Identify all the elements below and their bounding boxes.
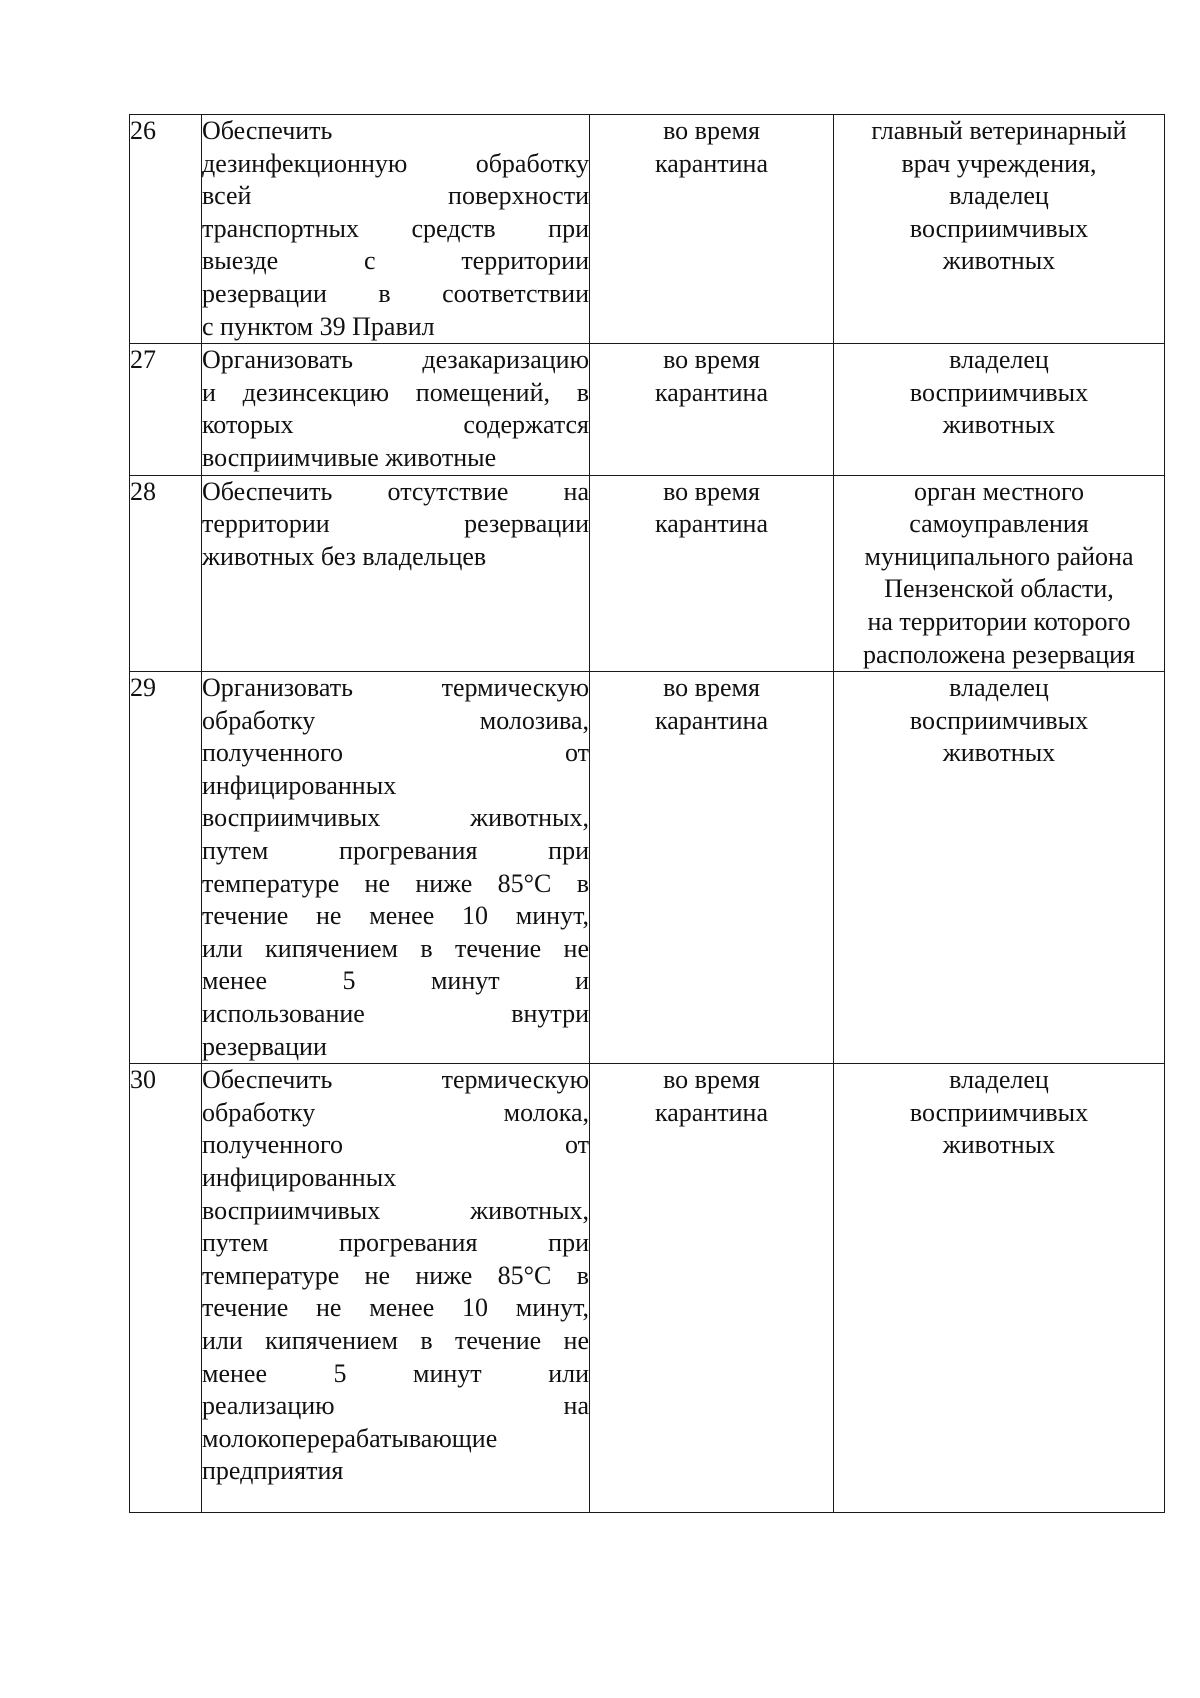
action-text-line: резервации [202,1031,327,1061]
action-text-line: Организовать термическую [202,673,589,703]
action-text-line: обработку молозива, [202,705,589,735]
responsible-cell [834,115,1165,344]
action-cell [202,475,590,672]
table-row [130,1064,1165,1513]
term-text-line: во время [663,476,760,506]
responsible-text-line: главный ветеринарный [871,116,1127,145]
action-cell [202,672,590,1064]
responsible-text-line: орган местного [913,476,1085,506]
table-row [130,344,1165,475]
action-text-line: с пунктом 39 Правил [202,311,435,341]
action-text-line: или кипячением в течение не [202,933,589,963]
action-text-line: инфицированных [202,1163,397,1192]
action-text-line: молокоперерабатывающие [202,1423,498,1453]
responsible-cell [834,475,1165,672]
action-text-line: температуре не ниже 85°С в [202,1260,589,1290]
row-number: 29 [130,673,156,703]
action-cell [202,344,590,475]
term-cell [590,672,834,1064]
responsible-text-line: животных [942,410,1056,440]
term-cell [590,115,834,344]
action-text-line: восприимчивых животных, [202,803,589,833]
table-row [130,475,1165,672]
action-text-line: Организовать дезакаризацию [202,345,589,375]
responsible-text-line: восприимчивых [909,377,1089,407]
row-number: 27 [130,345,156,375]
row-number-cell [130,1064,202,1513]
action-text-line: предприятия [202,1456,344,1486]
responsible-text-line: расположена резервация [862,639,1136,669]
action-text-line: течение не менее 10 минут, [202,1293,589,1323]
action-text-line: менее 5 минут и [202,966,589,996]
action-text-line: полученного от [202,738,589,768]
action-text-line: реализацию на [202,1391,589,1421]
term-text-line: карантина [655,705,768,735]
action-text-line: использование внутри [202,999,589,1029]
action-text-line: и дезинсекцию помещений, в [202,377,589,407]
responsible-text-line: восприимчивых [909,1097,1089,1127]
action-text-line: которых содержатся [202,410,589,440]
responsible-text-line: Пензенской области, [884,574,1114,604]
action-text-line: выезде с территории [202,246,589,276]
action-text-line: Обеспечить отсутствие на [202,476,589,506]
term-cell [590,475,834,672]
responsible-text-line: самоуправления [909,509,1089,539]
term-cell [590,1064,834,1513]
action-text-line: обработку молока, [202,1097,589,1127]
row-number: 30 [130,1065,156,1095]
responsible-text-line: на территории которого [867,606,1131,636]
responsible-text-line: восприимчивых [909,705,1089,735]
measures-table [129,114,1165,1513]
action-text-line: восприимчивых животных, [202,1195,589,1225]
term-text-line: карантина [655,377,768,407]
action-text-line: Обеспечить [202,116,333,145]
action-text-line: животных без владельцев [202,541,487,571]
row-number-cell [130,344,202,475]
measures-table-body [130,115,1165,1513]
responsible-cell [834,344,1165,475]
action-text-line: Обеспечить термическую [202,1065,589,1095]
responsible-text-line: владелец [949,181,1049,211]
term-text-line: карантина [655,148,768,178]
responsible-text-line: врач учреждения, [901,148,1097,178]
responsible-text-line: владелец [949,345,1049,375]
table-row [130,115,1165,344]
responsible-text-line: животных [942,1130,1056,1160]
term-text-line: во время [663,1065,760,1095]
action-text-line: восприимчивые животные [202,442,497,472]
term-text-line: карантина [655,509,768,539]
row-number: 26 [130,116,156,145]
term-text-line: во время [663,673,760,703]
action-cell [202,115,590,344]
responsible-text-line: владелец [949,673,1049,703]
row-number-cell [130,115,202,344]
term-cell [590,344,834,475]
responsible-text-line: животных [942,738,1056,768]
action-text-line: территории резервации [202,509,589,539]
action-text-line: менее 5 минут или [202,1358,589,1388]
table-row [130,672,1165,1064]
action-cell [202,1064,590,1513]
row-number-cell [130,672,202,1064]
action-text-line: резервации в соответствии [202,278,589,308]
action-text-line: или кипячением в течение не [202,1325,589,1355]
term-text-line: карантина [655,1097,768,1127]
term-text-line: во время [663,116,760,145]
responsible-text-line: восприимчивых [909,213,1089,243]
action-text-line: дезинфекционную обработку [202,148,589,178]
responsible-cell [834,1064,1165,1513]
action-text-line: температуре не ниже 85°С в [202,868,589,898]
responsible-text-line: владелец [949,1065,1049,1095]
action-text-line: всей поверхности [202,181,589,211]
row-number: 28 [130,476,156,506]
term-text-line: во время [663,345,760,375]
action-text-line: путем прогревания при [202,836,589,866]
action-text-line: течение не менее 10 минут, [202,901,589,931]
action-text-line: транспортных средств при [202,213,589,243]
responsible-cell [834,672,1165,1064]
action-text-line: полученного от [202,1130,589,1160]
action-text-line: инфицированных [202,770,397,800]
action-text-line: путем прогревания при [202,1228,589,1258]
responsible-text-line: муниципального района [864,541,1134,571]
responsible-text-line: животных [942,246,1056,276]
row-number-cell [130,475,202,672]
